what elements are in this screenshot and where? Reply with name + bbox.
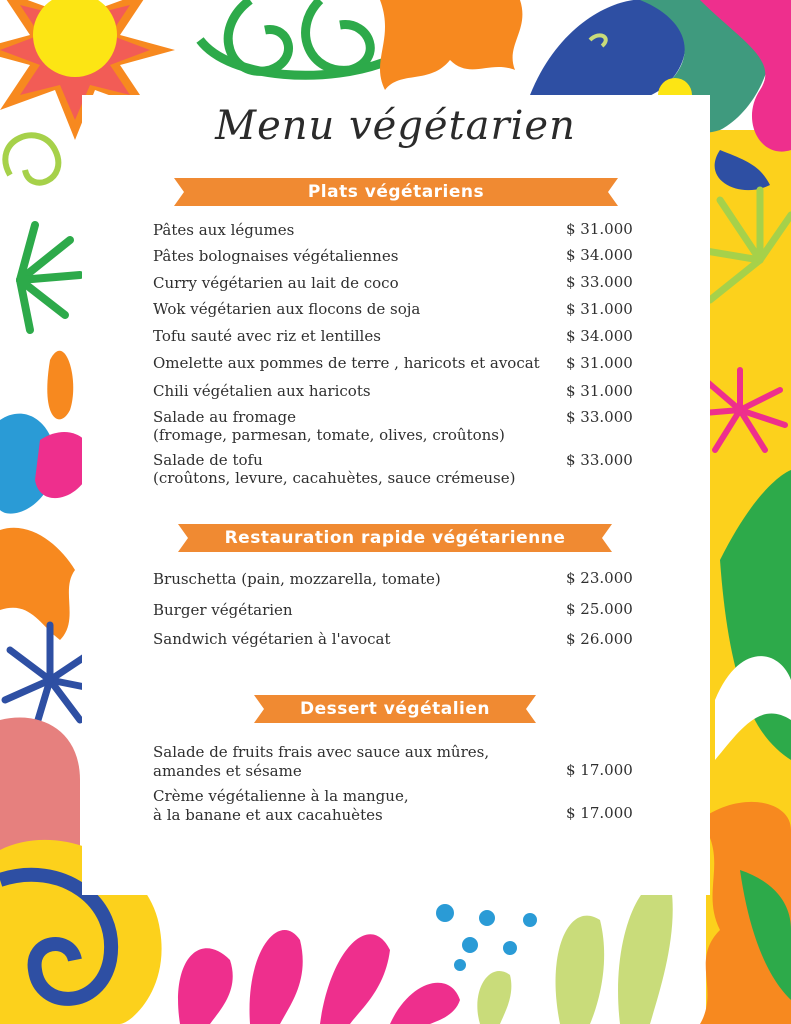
menu-item-price: $ 31.000 — [566, 220, 633, 238]
menu-item-desc: (croûtons, levure, cacahuètes, sauce crémeuse) — [153, 469, 516, 487]
orange-coral-shape — [0, 528, 75, 640]
menu-item-price: $ 23.000 — [566, 569, 633, 587]
menu-item-name: Burger végétarien — [153, 601, 293, 619]
menu-item-price: $ 31.000 — [566, 382, 633, 400]
section-banner-dessert — [254, 695, 536, 723]
menu-item-price: $ 34.000 — [566, 327, 633, 345]
menu-item-name: à la banane et aux cacahuètes — [153, 806, 383, 824]
green-palm-icon — [20, 225, 80, 330]
menu-item-name: Pâtes aux légumes — [153, 221, 295, 239]
section-heading: Dessert végétalien — [299, 699, 491, 719]
menu-item-name: Salade au fromage — [153, 408, 296, 426]
menu-item-price: $ 31.000 — [566, 300, 633, 318]
menu-item-desc: (fromage, parmesan, tomate, olives, croûtons) — [153, 426, 505, 444]
orange-leaf-shape — [380, 0, 522, 90]
section-heading: Restauration rapide végétarienne — [224, 528, 566, 548]
menu-item-name: Pâtes bolognaises végétaliennes — [153, 247, 399, 265]
menu-item-name: Crème végétalienne à la mangue, — [153, 787, 409, 805]
menu-item-name: Bruschetta (pain, mozzarella, tomate) — [153, 570, 441, 588]
menu-item-price: $ 25.000 — [566, 600, 633, 618]
section-banner-plats — [174, 178, 618, 206]
menu-item-price: $ 34.000 — [566, 246, 633, 264]
menu-item-name: Salade de fruits frais avec sauce aux mûres, — [153, 743, 490, 761]
blue-dots-shape — [436, 904, 537, 971]
menu-item-name: Tofu sauté avec riz et lentilles — [153, 327, 381, 345]
pink-leaves-shape — [178, 930, 460, 1024]
menu-item-price: $ 33.000 — [566, 451, 633, 469]
menu-title: Menu végétarien — [215, 103, 576, 149]
menu-item-price: $ 17.000 — [566, 761, 633, 779]
menu-item-name: Omelette aux pommes de terre , haricots et avocat — [153, 354, 540, 372]
menu-item-name: Curry végétarien au lait de coco — [153, 274, 399, 292]
menu-item-price: $ 26.000 — [566, 630, 633, 648]
section-banner-rapide — [178, 524, 612, 552]
menu-item-name: Sandwich végétarien à l'avocat — [153, 630, 391, 648]
menu-item-name: amandes et sésame — [153, 762, 302, 780]
menu-item-price: $ 17.000 — [566, 804, 633, 822]
menu-item-name: Wok végétarien aux flocons de soja — [153, 300, 421, 318]
menu-item-name: Chili végétalien aux haricots — [153, 382, 371, 400]
menu-item-price: $ 33.000 — [566, 408, 633, 426]
section-heading: Plats végétariens — [307, 182, 485, 202]
menu-item-price: $ 33.000 — [566, 273, 633, 291]
green-swirl-icon — [200, 0, 390, 75]
menu-item-price: $ 31.000 — [566, 354, 633, 372]
menu-item-name: Salade de tofu — [153, 451, 263, 469]
